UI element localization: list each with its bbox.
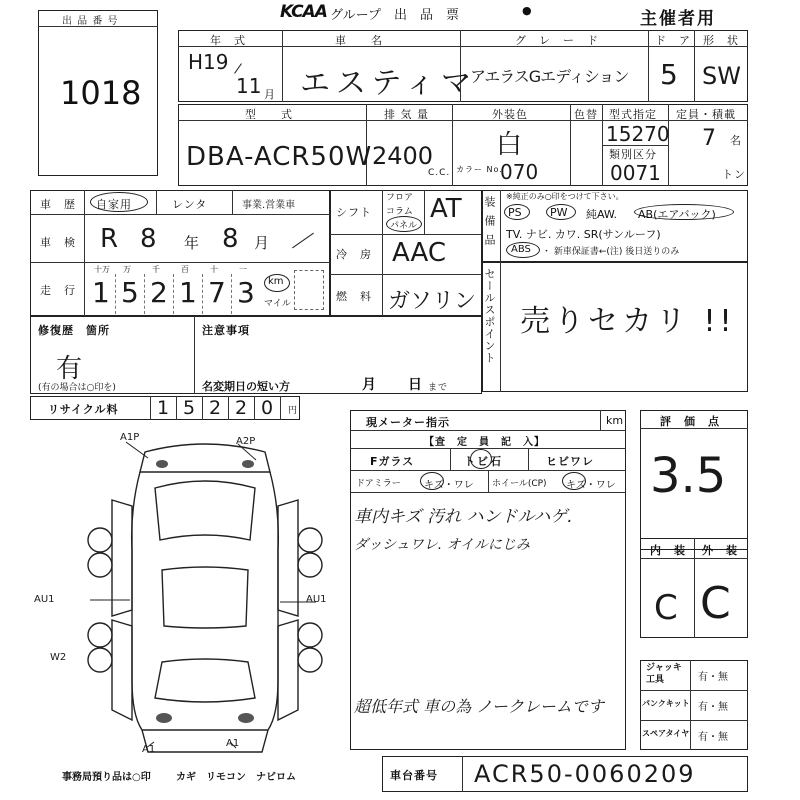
- mileage-label: 走 行: [40, 284, 76, 297]
- class-number: 0071: [610, 161, 661, 185]
- shift-floor: フロア: [386, 193, 414, 203]
- deadline-label: 名変期日の短い方: [202, 380, 290, 393]
- inspection-year-unit: 年: [184, 234, 201, 252]
- equip-pw: PW: [550, 206, 568, 219]
- ton-unit: トン: [722, 168, 746, 181]
- recycle-label: リサイクル料: [48, 403, 119, 416]
- year-label: 年 式: [210, 34, 246, 47]
- damage-mark-2: A2P: [236, 436, 256, 447]
- shift-value: AT: [430, 194, 462, 224]
- inspection-month-unit: 月: [254, 234, 271, 252]
- ac-label: 冷 房: [336, 248, 372, 261]
- doors-label: ド ア: [655, 34, 691, 47]
- inspection-month: 8: [222, 224, 239, 254]
- name-label: 車 名: [335, 34, 383, 47]
- mileage-digit: 1: [179, 276, 197, 309]
- ac-value: AAC: [392, 238, 446, 268]
- equip-ps: PS: [508, 206, 522, 219]
- capacity-unit: 名: [730, 134, 742, 147]
- inspection-label: 車 検: [40, 236, 76, 249]
- score-label: 評 価 点: [660, 415, 720, 428]
- recycle-unit: 円: [288, 406, 299, 416]
- header-dot: ●: [522, 4, 532, 17]
- exterior-score: C: [700, 578, 731, 629]
- glass-label: Fガラス: [370, 455, 415, 468]
- interior-label: 内 装: [650, 544, 686, 557]
- recycle-digit: 2: [209, 397, 222, 419]
- history-label: 車 歴: [40, 198, 76, 211]
- inspector-note-3: 超低年式 車の為 ノークレームです: [354, 697, 604, 716]
- doors-value: 5: [660, 58, 678, 91]
- mirror-label: ドアミラー: [356, 479, 401, 489]
- type-label: 型式指定: [609, 108, 657, 121]
- year-era: H19: [188, 50, 229, 74]
- chassis-label: 車台番号: [390, 769, 438, 782]
- fuel-label: 燃 料: [336, 290, 372, 303]
- shift-label: シフト: [336, 206, 372, 219]
- puncture-label: パンクキット: [642, 699, 690, 708]
- shape-value: SW: [702, 62, 741, 90]
- grade-label: グ レ ー ド: [515, 34, 599, 47]
- repair-value: 有: [56, 354, 83, 384]
- recycle-digit: 5: [183, 397, 196, 419]
- repair-label: 修復歴 箇所: [38, 324, 110, 337]
- mileage-digit: 7: [208, 276, 226, 309]
- cc-label: C.C.: [428, 168, 451, 178]
- deadline-month: 月: [362, 377, 377, 393]
- mileage-digit: 3: [237, 276, 255, 309]
- damage-mark-1: A1P: [120, 432, 140, 443]
- mileage-digit-header: 一: [239, 265, 247, 274]
- jack-value: 有・無: [698, 672, 728, 683]
- equipment-note: ※純正のみ○印をつけて下さい。: [506, 192, 624, 201]
- damage-mark-3: AU1: [34, 594, 55, 605]
- inspector-note-1: 車内キズ 汚れ ハンドルハゲ.: [354, 507, 573, 527]
- equip-ab: AB(エアバック): [638, 208, 716, 221]
- equip-warranty: ・ 新車保証書←(注) 後日送りのみ: [542, 247, 680, 257]
- spare-label: スペアタイヤ: [642, 729, 690, 738]
- glass-crack: ヒビワレ: [546, 455, 594, 468]
- disp-value: 2400: [372, 142, 434, 170]
- shift-column: コラム: [386, 207, 413, 217]
- inspector-note-2: ダッシュワレ. オイルにじみ: [354, 537, 530, 553]
- km-option: km: [268, 276, 284, 287]
- disp-label: 排 気 量: [384, 108, 429, 121]
- recolor-label: 色替: [574, 108, 598, 121]
- wheel-label: ホイール(CP): [492, 479, 547, 489]
- logo: KCAA: [280, 2, 327, 22]
- form-title: グループ 出 品 票: [330, 8, 459, 23]
- month-unit: 月: [264, 88, 276, 101]
- spare-value: 有・無: [698, 732, 728, 743]
- meter-label: 現メーター指示: [366, 416, 450, 429]
- history-rental: レンタ: [172, 198, 208, 211]
- fuel-value: ガソリン: [388, 289, 477, 314]
- class-label: 類別区分: [609, 148, 657, 161]
- equipment-side-label: 装備品: [483, 196, 496, 253]
- interior-score: C: [654, 588, 678, 628]
- sales-point-label: セールスポイント: [483, 268, 496, 364]
- car-name: エスティマ: [300, 66, 477, 101]
- deadline-day: 日: [408, 377, 423, 393]
- score-value: 3.5: [650, 448, 727, 504]
- history-business: 事業.営業車: [242, 200, 296, 211]
- lot-number: 1018: [60, 74, 142, 112]
- color-value: 白: [496, 130, 523, 160]
- mileage-digit: 2: [150, 276, 168, 309]
- equip-line2: TV. ナビ. カワ. SR(サンルーフ): [506, 228, 661, 241]
- damage-mark-7: A1: [226, 738, 240, 749]
- lot-label: 出 品 番 号: [62, 16, 119, 27]
- mileage-digit-header: 十: [210, 265, 218, 274]
- office-items: カギ リモコン ナビロム: [176, 772, 296, 783]
- mileage-digit-header: 千: [152, 265, 160, 274]
- mile-option: マイル: [264, 299, 291, 309]
- inspection-era: R: [100, 224, 119, 254]
- inspection-year: 8: [140, 224, 157, 254]
- mileage-digit-header: 百: [181, 265, 189, 274]
- recycle-digit: 1: [157, 397, 170, 419]
- shape-label: 形 状: [703, 34, 739, 47]
- equip-abs: ABS: [511, 244, 531, 255]
- inspector-header: 【査 定 員 記 入】: [424, 437, 545, 448]
- notes-label: 注意事項: [202, 324, 250, 337]
- mirror-options: キズ・ワレ: [424, 480, 474, 491]
- repair-note: (有の場合は○印を): [38, 383, 116, 393]
- type-number: 15270: [606, 122, 670, 146]
- capacity-value: 7: [702, 126, 716, 151]
- grade-value: アエラスGエディション: [470, 67, 629, 86]
- meter-unit: km: [606, 414, 624, 427]
- chassis-number: ACR50-0060209: [474, 760, 696, 788]
- damage-mark-6: A1: [142, 744, 156, 755]
- recycle-digit: 0: [261, 397, 274, 419]
- deadline-made: まで: [428, 383, 449, 393]
- mileage-digit: 5: [121, 276, 139, 309]
- color-no-label: カラー No.: [456, 165, 503, 174]
- jack-label: ジャッキ工具: [646, 663, 682, 685]
- damage-mark-4: AU1: [306, 594, 327, 605]
- mileage-digit-header: 万: [123, 265, 131, 274]
- puncture-value: 有・無: [698, 702, 728, 713]
- organizer-label: 主催者用: [640, 9, 716, 29]
- sales-point-text: 売りセカリ !!: [520, 304, 736, 339]
- recycle-digit: 2: [235, 397, 248, 419]
- mileage-digit-header: 十万: [94, 265, 110, 274]
- color-label: 外装色: [492, 108, 528, 121]
- office-note: 事務局預り品は○印: [62, 772, 151, 783]
- damage-mark-5: W2: [50, 652, 67, 663]
- cap-label: 定員・積載: [676, 108, 736, 121]
- glass-chip: トビ石: [464, 455, 503, 468]
- model-label: 型 式: [245, 108, 293, 121]
- shift-panel: パネル: [390, 221, 418, 231]
- equip-aw: 純AW.: [586, 208, 618, 221]
- wheel-options: キズ・ワレ: [566, 480, 616, 491]
- model-value: DBA-ACR50W: [186, 142, 373, 172]
- exterior-label: 外 装: [702, 544, 738, 557]
- month-value: 11: [236, 74, 262, 98]
- history-private: 自家用: [96, 198, 132, 211]
- color-no-value: 070: [500, 160, 539, 184]
- mileage-digit: 1: [92, 276, 110, 309]
